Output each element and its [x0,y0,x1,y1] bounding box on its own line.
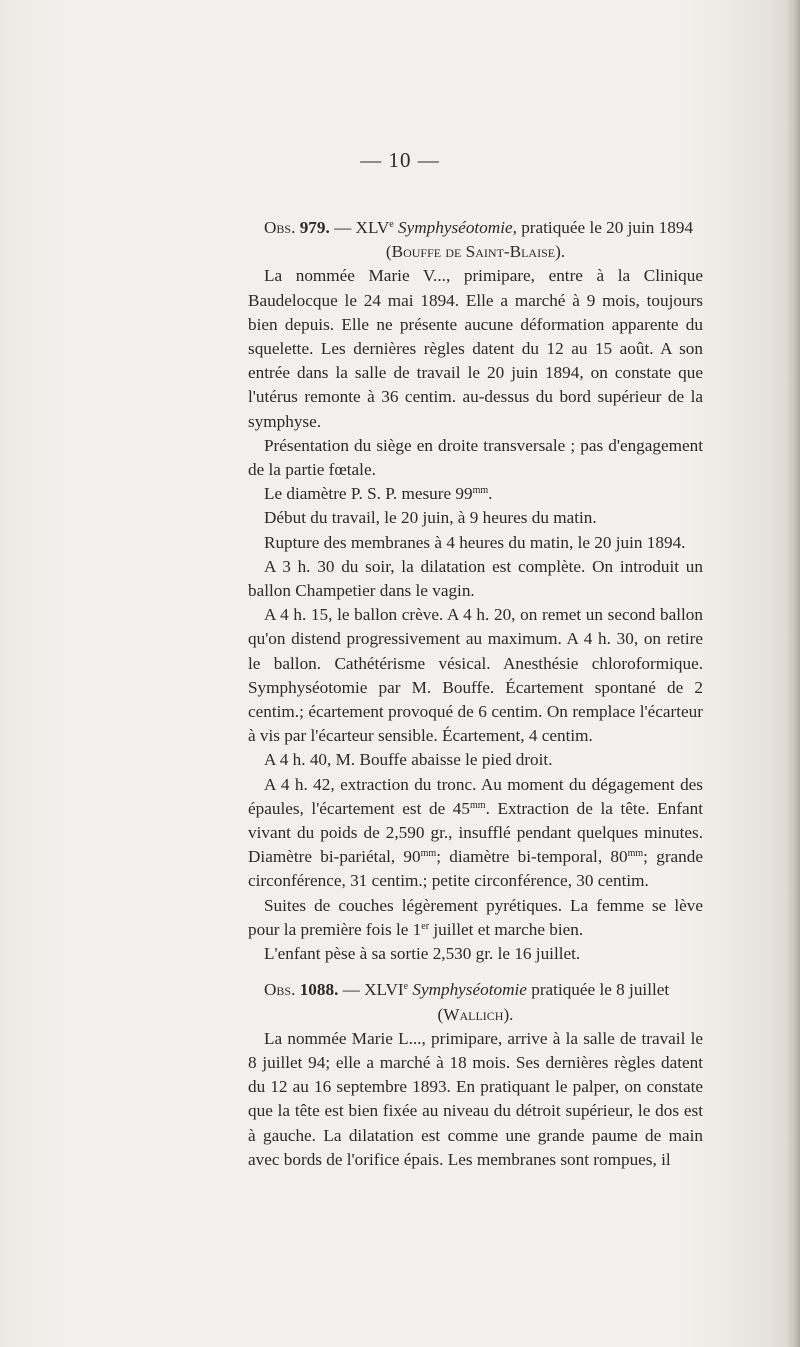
obs-roman-sup: e [389,219,394,230]
obs-979-para-6: A 4 h. 15, le ballon crève. A 4 h. 20, on remet un second ballon qu'on distend progressivement au maximum. A 4 h. 30, on retire le ballon. Cathétérisme vésical. Anesthésie chloroformique. Symphyséotomie par M. Bouffe. Écartement spontané de 2 centim.; écartement provoqué de 6 centim. On remplace l'écarteur à vis par l'écarteur sensible. Écartement, 4 centim. [248,605,703,746]
extraction-unit-1: mm [470,799,486,811]
section-gap [248,966,703,978]
page-edge-shadow [786,0,800,1347]
obs-979-extraction [248,773,703,894]
suites-part-b: juillet et marche bien. [429,919,584,939]
obs-979-subtitle: (Bouffe de Saint-Blaise). [385,242,566,262]
extraction-unit-3: mm [627,848,644,860]
obs-979-para-4: Rupture des membranes à 4 heures du matin, le 20 juin 1894. [264,532,686,552]
obs-label: Obs. [264,218,296,237]
extraction-unit-2: mm [420,848,437,860]
diameter-end: . [488,484,493,504]
suites-part-a: Suites de couches légèrement pyrétiques. La femme se lève pour la première fois le 1 [248,895,703,939]
extraction-part-4: ; grande circonférence, 31 centim.; petite circonférence, 30 centim. [248,847,703,891]
obs-roman: XLVI [364,980,404,1000]
obs-979-enfant: L'enfant pèse à sa sortie 2,530 gr. le 16 juillet. [264,944,581,964]
extraction-part-1: A 4 h. 42, extraction du tronc. Au moment du dégagement des épaules, l'écartement est de 45 [248,774,703,818]
obs-dash: — [338,980,365,1000]
text-body [248,216,703,1172]
obs-dash: — [329,218,356,237]
diameter-text: Le diamètre P. S. P. mesure 99 [264,484,473,504]
obs-1088-para-1: La nommée Marie L..., primipare, arrive à la salle de travail le 8 juillet 94; elle a marché à 18 mois. Ses dernières règles datent du 12 au 16 septembre 1893. En pratiquant le palper, on constate que la tête est bien fixée au niveau du détroit supérieur, le dos est à gauche. La dilatation est comme une grande paume de main avec bords de l'orifice épais. Les membranes sont rompues, il [248,1028,703,1169]
obs-1088-heading [248,978,703,1002]
obs-979-para-3: Début du travail, le 20 juin, à 9 heures du matin. [264,508,597,528]
diameter-unit: mm [472,485,489,497]
obs-979-para-2: Présentation du siège en droite transversale ; pas d'engagement de la partie fœtale. [248,435,703,480]
obs-label: Obs. [264,980,296,1000]
page-number: — 10 — [360,148,440,172]
obs-title-rest: pratiquée le 20 juin 1894 [516,218,694,237]
obs-979-para-1: La nommée Marie V..., primipare, entre à la Clinique Baudelocque le 24 mai 1894. Elle a marché à 9 mois, toujours bien depuis. Elle ne présente aucune déformation apparente du squelette. Les dernières règles datent du 12 au 15 août. A son entrée dans la salle de travail le 20 juin 1894, on constate que l'utérus remonte à 36 centim. au-dessus du bord supérieur de la symphyse. [248,266,703,431]
obs-979-heading [248,216,703,240]
obs-979-diameter [248,482,703,506]
extraction-part-3: ; diamètre bi-temporal, 80 [436,847,628,867]
obs-number: 1088. [299,980,339,1000]
suites-sup: er [421,920,430,932]
extraction-part-2: . Extraction de la tête. Enfant vivant du poids de 2,590 gr., insufflé pendant quelques minutes. Diamètre bi-pariétal, 90 [248,798,703,867]
obs-number: 979. [299,218,330,237]
obs-979-suites [248,894,703,942]
obs-title-rest: pratiquée le 8 juillet [526,980,670,1000]
obs-979-para-5: A 3 h. 30 du soir, la dilatation est complète. On introduit un ballon Champetier dans le vagin. [248,556,703,601]
obs-roman-sup: e [403,981,409,993]
obs-title-italic: Symphyséotomie [412,980,527,1000]
obs-979-para-7: A 4 h. 40, M. Bouffe abaisse le pied droit. [264,750,553,770]
obs-title-italic: Symphyséotomie, [398,218,517,237]
obs-1088-subtitle: (Wallich). [437,1004,514,1024]
obs-roman: XLV [355,218,390,237]
